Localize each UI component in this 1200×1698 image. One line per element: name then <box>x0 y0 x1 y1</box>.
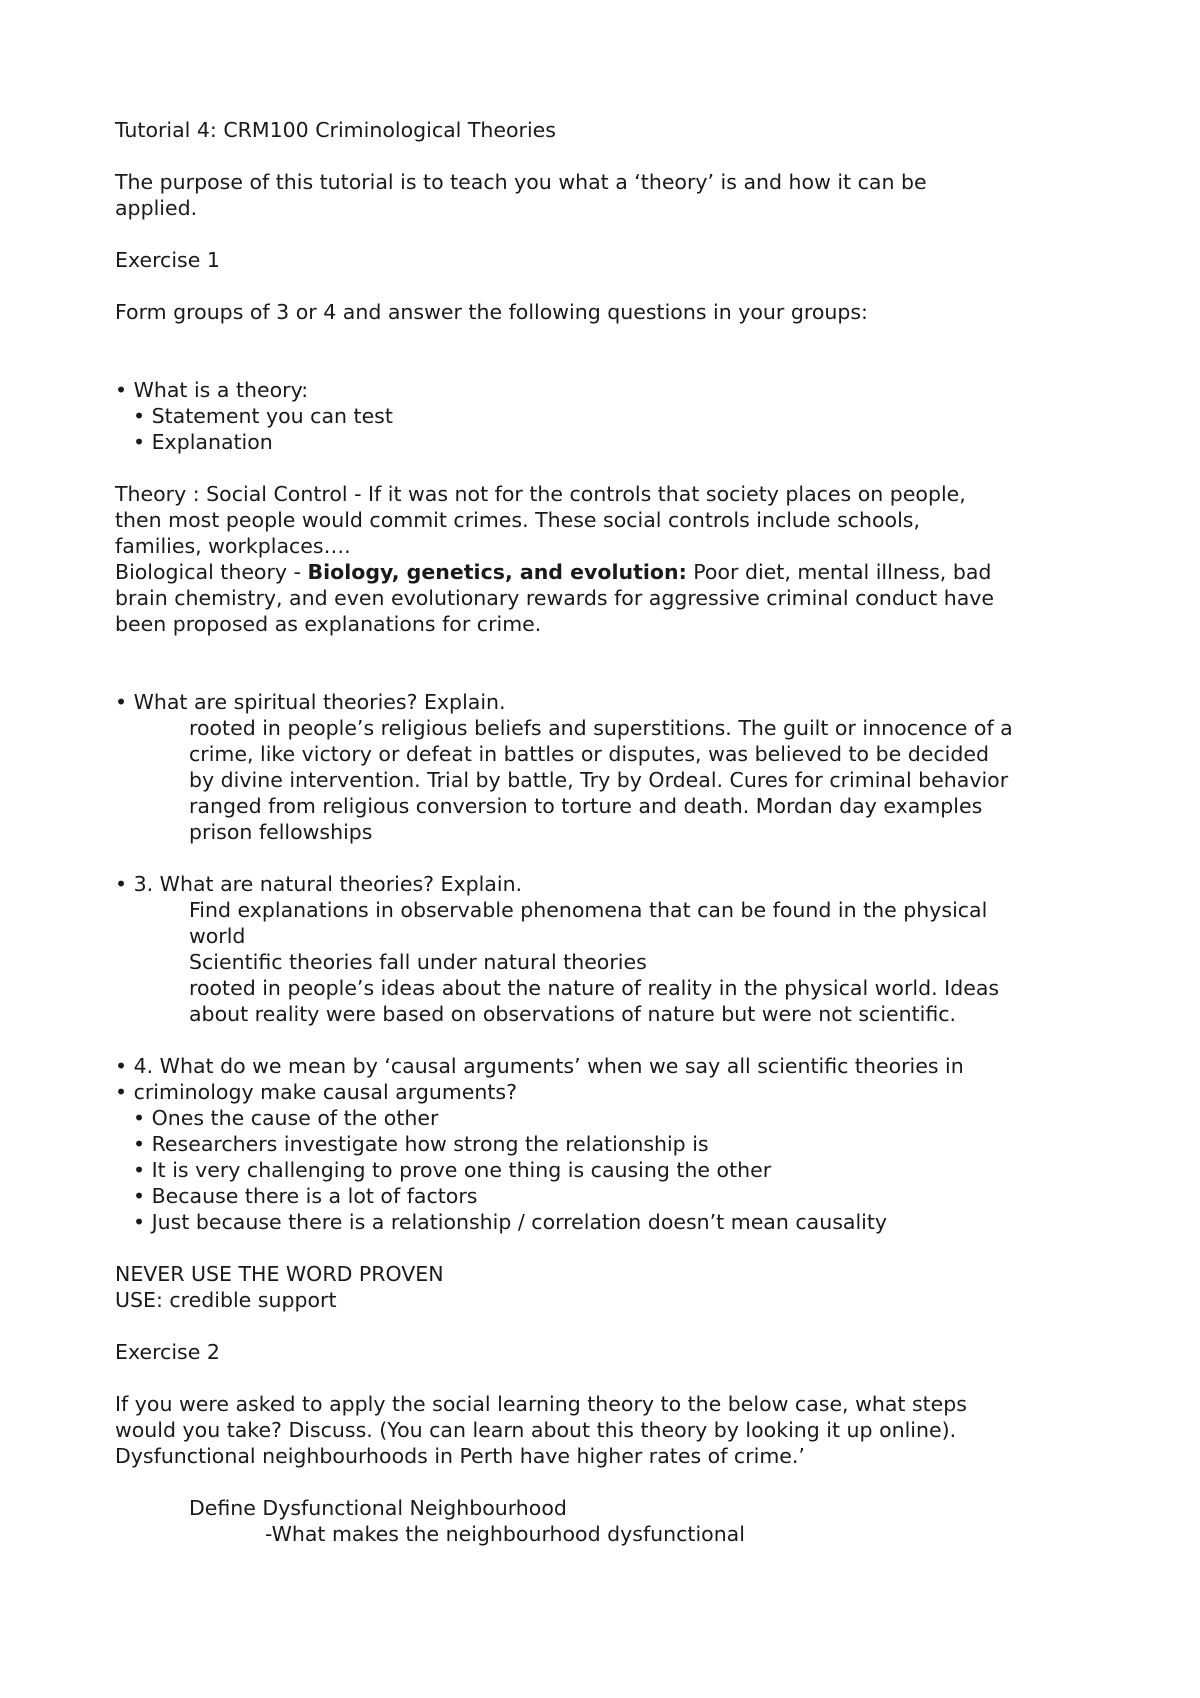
exercise-1-heading: Exercise 1 <box>115 248 220 272</box>
purpose-line-1: The purpose of this tutorial is to teach you what a ‘theory’ is and how it can be <box>115 170 927 194</box>
spiritual-answer-line: ranged from religious conversion to torture and death. Mordan day examples <box>189 794 983 818</box>
question-spiritual: • What are spiritual theories? Explain. <box>115 690 506 714</box>
use-credible-support-note: USE: credible support <box>115 1288 337 1312</box>
natural-answer-line: Find explanations in observable phenomena that can be found in the physical <box>189 898 988 922</box>
causal-answer-item: • Because there is a lot of factors <box>133 1184 478 1208</box>
theory-answer-explanation: • Explanation <box>133 430 273 454</box>
spiritual-answer-line: rooted in people’s religious beliefs and superstitions. The guilt or innocence of a <box>189 716 1013 740</box>
define-neighbourhood: Define Dysfunctional Neighbourhood <box>189 1496 567 1520</box>
spiritual-answer-line: by divine intervention. Trial by battle, Try by Ordeal. Cures for criminal behavior <box>189 768 1009 792</box>
define-neighbourhood-sub: -What makes the neighbourhood dysfunctional <box>265 1522 745 1546</box>
exercise-2-heading: Exercise 2 <box>115 1340 220 1364</box>
question-causal-line-1: • 4. What do we mean by ‘causal arguments’ when we say all scientific theories in <box>115 1054 964 1078</box>
biological-theory-line-3: been proposed as explanations for crime. <box>115 612 542 636</box>
biological-theory-prefix: Biological theory - <box>115 560 308 584</box>
biological-theory-line-2: brain chemistry, and even evolutionary rewards for aggressive criminal conduct have <box>115 586 995 610</box>
exercise-2-line-2: would you take? Discuss. (You can learn about this theory by looking it up online). <box>115 1418 957 1442</box>
biological-theory-line-1 <box>115 559 1115 585</box>
natural-answer-line: Scientific theories fall under natural theories <box>189 950 647 974</box>
natural-answer-line: rooted in people’s ideas about the nature of reality in the physical world. Ideas <box>189 976 1000 1000</box>
exercise-2-line-1: If you were asked to apply the social learning theory to the below case, what steps <box>115 1392 967 1416</box>
social-control-line-2: then most people would commit crimes. These social controls include schools, <box>115 508 920 532</box>
form-groups-instruction: Form groups of 3 or 4 and answer the following questions in your groups: <box>115 300 868 324</box>
causal-answer-item: • It is very challenging to prove one thing is causing the other <box>133 1158 772 1182</box>
natural-answer-line: about reality were based on observations of nature but were not scientific. <box>189 1002 957 1026</box>
never-use-proven-note: NEVER USE THE WORD PROVEN <box>115 1262 444 1286</box>
spiritual-answer-line: prison fellowships <box>189 820 373 844</box>
tutorial-title: Tutorial 4: CRM100 Criminological Theories <box>115 118 556 142</box>
causal-answer-item: • Researchers investigate how strong the relationship is <box>133 1132 709 1156</box>
purpose-line-2: applied. <box>115 196 198 220</box>
biological-theory-bold: Biology, genetics, and evolution: <box>307 560 687 584</box>
question-causal-line-2: • criminology make causal arguments? <box>115 1080 517 1104</box>
document-body <box>115 117 1115 1547</box>
theory-answer-statement: • Statement you can test <box>133 404 393 428</box>
question-natural: • 3. What are natural theories? Explain. <box>115 872 523 896</box>
causal-answer-item: • Just because there is a relationship / correlation doesn’t mean causality <box>133 1210 888 1234</box>
exercise-2-line-3: Dysfunctional neighbourhoods in Perth have higher rates of crime.’ <box>115 1444 805 1468</box>
biological-theory-rest: Poor diet, mental illness, bad <box>686 560 992 584</box>
social-control-line-1: Theory : Social Control - If it was not for the controls that society places on people, <box>115 482 966 506</box>
causal-answer-item: • Ones the cause of the other <box>133 1106 439 1130</box>
natural-answer-line: world <box>189 924 246 948</box>
question-theory: • What is a theory: <box>115 378 309 402</box>
social-control-line-3: families, workplaces…. <box>115 534 351 558</box>
spiritual-answer-line: crime, like victory or defeat in battles or disputes, was believed to be decided <box>189 742 989 766</box>
